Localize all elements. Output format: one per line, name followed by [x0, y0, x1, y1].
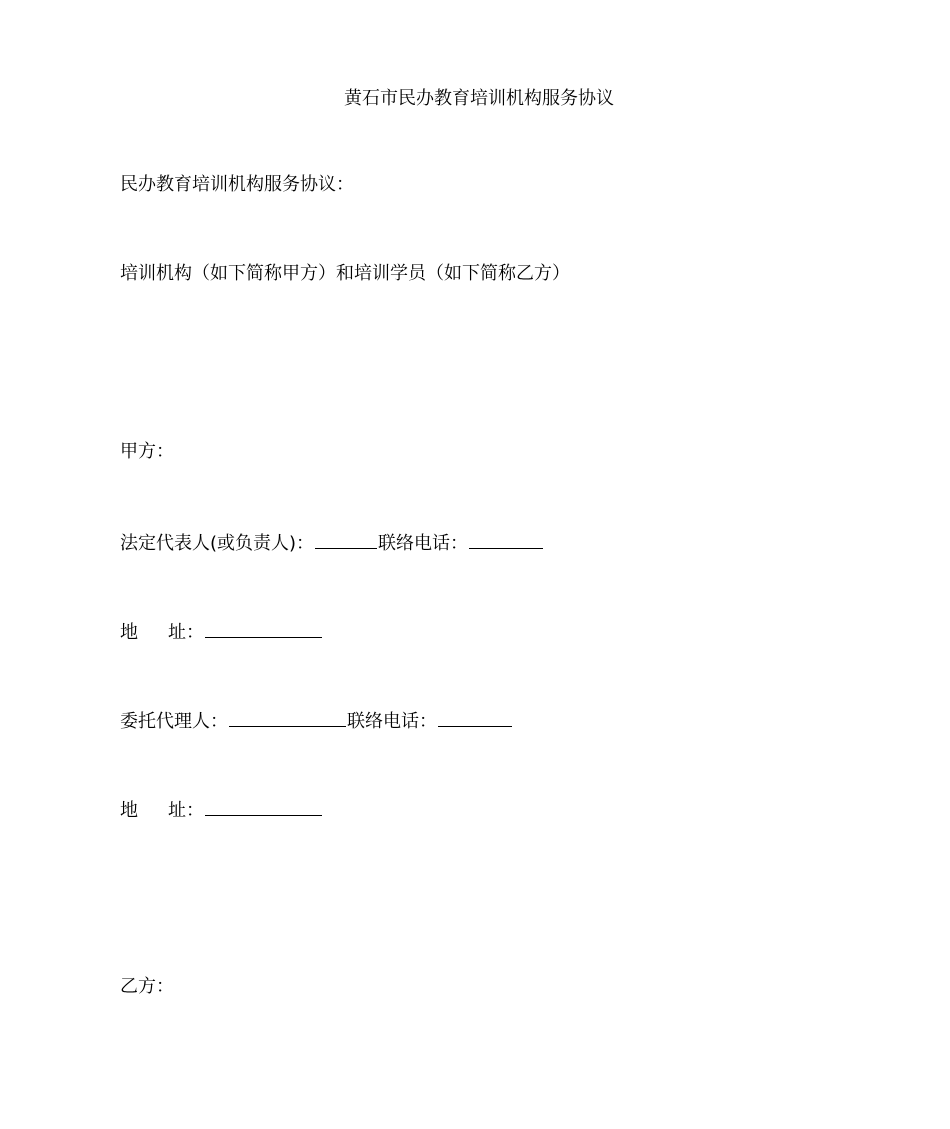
- party-a-address-row: [120, 619, 323, 645]
- agent-row: [120, 708, 513, 734]
- party-a-address-blank[interactable]: [205, 619, 322, 638]
- legal-rep-blank[interactable]: [315, 530, 377, 549]
- agent-address-label-char2: 址：: [168, 800, 204, 821]
- parties-intro: 培训机构（如下简称甲方）和培训学员（如下简称乙方）: [120, 263, 570, 284]
- agent-address-blank[interactable]: [205, 797, 322, 816]
- agent-phone-label: 联络电话：: [347, 711, 437, 732]
- party-b-heading: 乙方：: [120, 976, 174, 997]
- agent-blank[interactable]: [229, 708, 346, 727]
- legal-rep-phone-label: 联络电话：: [378, 533, 469, 554]
- agent-address-label-char1: 地: [120, 800, 138, 821]
- legal-rep-phone-blank[interactable]: [469, 530, 543, 549]
- agreement-subtitle: 民办教育培训机构服务协议：: [120, 174, 354, 195]
- agent-phone-blank[interactable]: [438, 708, 512, 727]
- document-title: 黄石市民办教育培训机构服务协议: [344, 88, 614, 109]
- address-label-char1: 地: [120, 622, 138, 643]
- agent-label: 委托代理人：: [120, 711, 228, 732]
- legal-rep-label: 法定代表人(或负责人)：: [120, 533, 315, 554]
- legal-representative-row: [120, 530, 544, 556]
- agent-address-row: [120, 797, 323, 823]
- address-label-char2: 址：: [168, 622, 204, 643]
- party-a-heading: 甲方：: [120, 441, 174, 462]
